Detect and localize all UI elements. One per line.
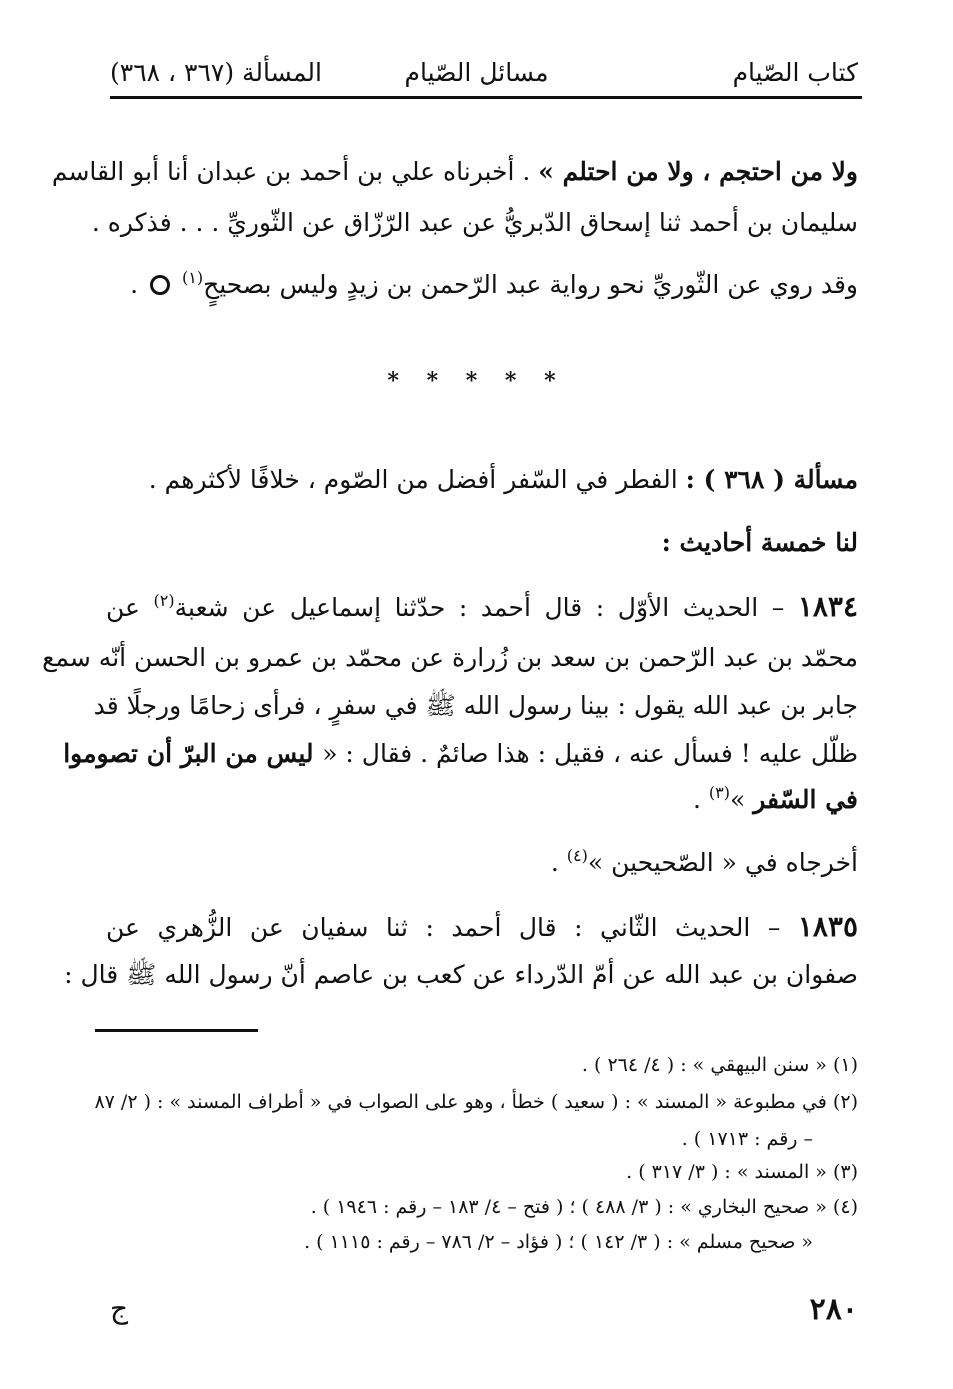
hadith-line: محمّد بن عبد الرّحمن بن سعد بن زُرارة عن محمّد بن عمرو بن الحسن أنّه سمع <box>42 643 858 672</box>
body-text: » <box>729 785 754 814</box>
quoted-hadith-text: ولا من احتجم ، ولا من احتلم » <box>538 157 858 186</box>
footnote: (١) « سنن البيهقي » : ( ٤/ ٢٦٤ ) . <box>581 1054 858 1076</box>
footnote-ref: (١) <box>181 268 204 287</box>
quoted-hadith-text: ليس من البرّ أن تصوموا <box>63 739 323 768</box>
footnote-ref: (٢) <box>153 591 175 610</box>
footnote-rule <box>95 1029 258 1032</box>
body-text: أخرجاه في « الصّحيحين » <box>587 848 858 877</box>
body-text: – الحديث الأوّل : قال أحمد : حدّثنا إسماعيل عن شعبة <box>174 593 798 622</box>
footnote-continuation: – رقم : ١٧١٣ ) . <box>681 1128 813 1150</box>
body-text: . <box>550 848 567 877</box>
page-number: ٢٨٠ <box>809 1292 858 1327</box>
hadith-line <box>106 780 858 820</box>
footnote: (٢) في مطبوعة « المسند » : ( سعيد ) خطأ ، وهو على الصواب في « أطراف المسند » : ( ٢/ ٨٧ <box>94 1091 858 1113</box>
hadith-number: ١٨٣٥ <box>797 910 858 943</box>
issue-heading <box>106 460 858 500</box>
hadith-line: جابر بن عبد الله يقول : بينا رسول الله ﷺ في سفرٍ ، فرأى زحامًا ورجلًا قد <box>93 691 858 720</box>
footnote-continuation: « صحيح مسلم » : ( ٣/ ١٤٢ ) ؛ ( فؤاد – ٢/ ٧٨٦ – رقم : ١١١٥ ) . <box>304 1231 813 1253</box>
footnote: (٤) « صحيح البخاري » : ( ٣/ ٤٨٨ ) ؛ ( فتح – ٤/ ١٨٣ – رقم : ١٩٤٦ ) . <box>310 1196 858 1218</box>
body-line <box>51 152 858 192</box>
header-rule <box>110 96 862 99</box>
signature-mark: ج <box>110 1292 129 1325</box>
running-header-section-title: مسائل الصّيام <box>404 58 549 87</box>
footnote-ref: (٤) <box>566 846 588 865</box>
issue-subheading: لنا خمسة أحاديث : <box>661 528 858 557</box>
hadith-line <box>106 587 858 628</box>
body-line: وقد روي عن الثّوريِّ نحو رواية عبد الرّحمن بن زيدٍ وليس بصحيحٍ$^{(١)}$ . <box>130 268 858 299</box>
running-header-issue-range: المسألة (٣٦٧ ، ٣٦٨) <box>110 58 322 87</box>
footnote-ref: (٣) <box>708 783 730 802</box>
body-text: . <box>692 785 709 814</box>
body-text: . أخبرناه علي بن أحمد بن عبدان أنا أبو القاسم <box>51 157 539 186</box>
hadith-number: ١٨٣٤ <box>797 590 858 623</box>
footnote: (٣) « المسند » : ( ٣/ ٣١٧ ) . <box>626 1161 858 1183</box>
quoted-hadith-text: في السّفر <box>753 785 858 814</box>
body-text: – الحديث الثّاني : قال أحمد : ثنا سفيان عن الزُّهري عن <box>106 913 798 942</box>
hadith-line <box>63 734 858 774</box>
body-text: ظلّل عليه ! فسأل عنه ، فقيل : هذا صائمٌ . فقال : « <box>322 739 858 768</box>
hadith-line <box>106 907 858 948</box>
issue-label: مسألة ( ٣٦٨ ) : <box>685 465 858 494</box>
section-separator: * * * * * <box>387 368 566 394</box>
takhrij-line <box>106 843 858 883</box>
running-header-book-title: كتاب الصّيام <box>732 58 858 87</box>
hadith-line: صفوان بن عبد الله عن أمّ الدّرداء عن كعب بن عاصم أنّ رسول الله ﷺ قال : <box>64 960 858 989</box>
body-text: وقد روي عن الثّوريِّ نحو رواية عبد الرّحمن بن زيدٍ وليس بصحيحٍ <box>203 270 858 299</box>
issue-statement: الفطر في السّفر أفضل من الصّوم ، خلافًا لأكثرهم . <box>148 465 686 494</box>
body-line: سليمان بن أحمد ثنا إسحاق الدّبريُّ عن عبد الرّزّاق عن الثّوريِّ . . . فذكره . <box>91 208 858 237</box>
body-text: عن <box>106 593 154 622</box>
end-of-section-circle-icon <box>150 275 170 295</box>
